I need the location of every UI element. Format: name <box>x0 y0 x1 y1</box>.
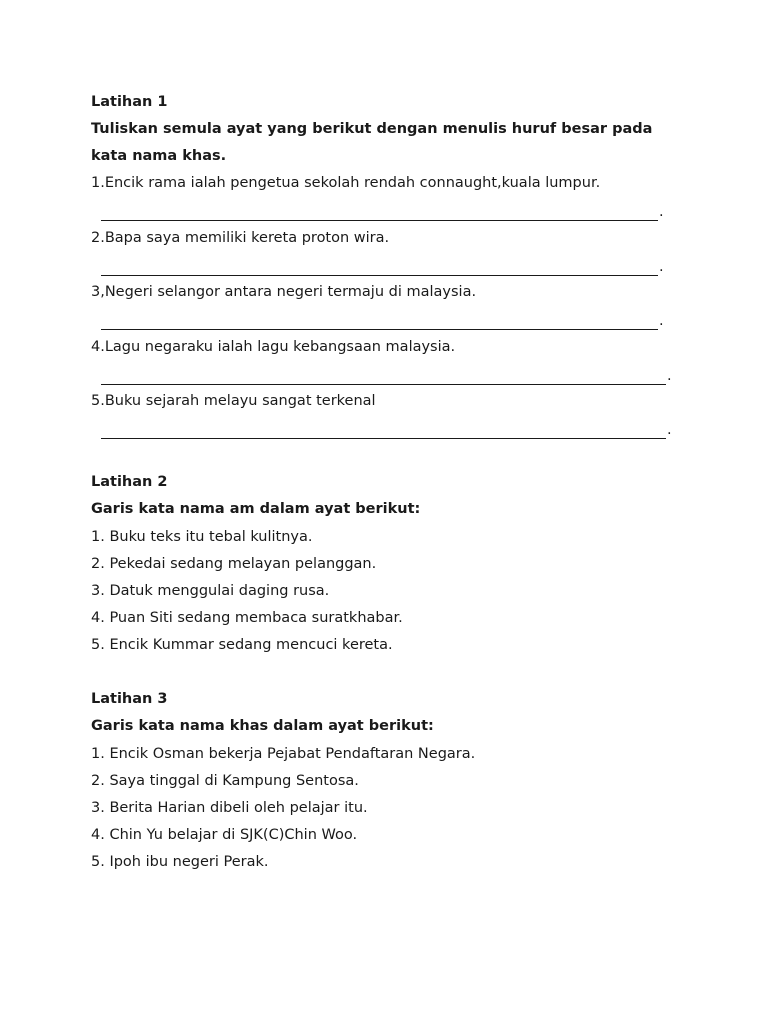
answer-period: . <box>667 368 672 384</box>
latihan-3-instruction: Garis kata nama khas dalam ayat berikut: <box>91 718 434 734</box>
answer-period: . <box>659 204 664 220</box>
latihan-2-item-2: 2. Pekedai sedang melayan pelanggan. <box>91 556 377 572</box>
latihan-3-item-4: 4. Chin Yu belajar di SJK(C)Chin Woo. <box>91 827 358 843</box>
answer-period: . <box>659 259 664 275</box>
answer-period: . <box>667 422 672 438</box>
latihan-3-item-2: 2. Saya tinggal di Kampung Sentosa. <box>91 773 359 789</box>
answer-period: . <box>659 313 664 329</box>
answer-line-4[interactable] <box>101 367 672 385</box>
latihan-1-item-2: 2.Bapa saya memiliki kereta proton wira. <box>91 230 390 246</box>
latihan-2-item-4: 4. Puan Siti sedang membaca suratkhabar. <box>91 610 403 626</box>
answer-underline <box>101 370 666 385</box>
answer-underline <box>101 424 666 439</box>
latihan-3-item-1: 1. Encik Osman bekerja Pejabat Pendaftaran Negara. <box>91 746 476 762</box>
latihan-2-item-1: 1. Buku teks itu tebal kulitnya. <box>91 529 313 545</box>
answer-underline <box>101 315 658 330</box>
answer-line-2[interactable] <box>101 258 664 276</box>
latihan-1-item-3: 3,Negeri selangor antara negeri termaju di malaysia. <box>91 284 477 300</box>
answer-line-3[interactable] <box>101 312 664 330</box>
latihan-1-heading: Latihan 1 <box>91 94 168 110</box>
latihan-3-item-3: 3. Berita Harian dibeli oleh pelajar itu. <box>91 800 368 816</box>
answer-line-5[interactable] <box>101 421 672 439</box>
latihan-2-heading: Latihan 2 <box>91 474 168 490</box>
latihan-2-item-5: 5. Encik Kummar sedang mencuci kereta. <box>91 637 393 653</box>
latihan-1-item-5: 5.Buku sejarah melayu sangat terkenal <box>91 393 376 409</box>
answer-line-1[interactable] <box>101 203 664 221</box>
answer-underline <box>101 206 658 221</box>
latihan-1-item-4: 4.Lagu negaraku ialah lagu kebangsaan malaysia. <box>91 339 456 355</box>
latihan-3-item-5: 5. Ipoh ibu negeri Perak. <box>91 854 269 870</box>
latihan-1-item-1: 1.Encik rama ialah pengetua sekolah rendah connaught,kuala lumpur. <box>91 175 601 191</box>
latihan-2-item-3: 3. Datuk menggulai daging rusa. <box>91 583 330 599</box>
latihan-3-heading: Latihan 3 <box>91 691 168 707</box>
latihan-1-instruction-line-2: kata nama khas. <box>91 148 227 164</box>
latihan-2-instruction: Garis kata nama am dalam ayat berikut: <box>91 501 421 517</box>
latihan-1-instruction-line-1: Tuliskan semula ayat yang berikut dengan menulis huruf besar pada <box>91 121 653 137</box>
answer-underline <box>101 261 658 276</box>
